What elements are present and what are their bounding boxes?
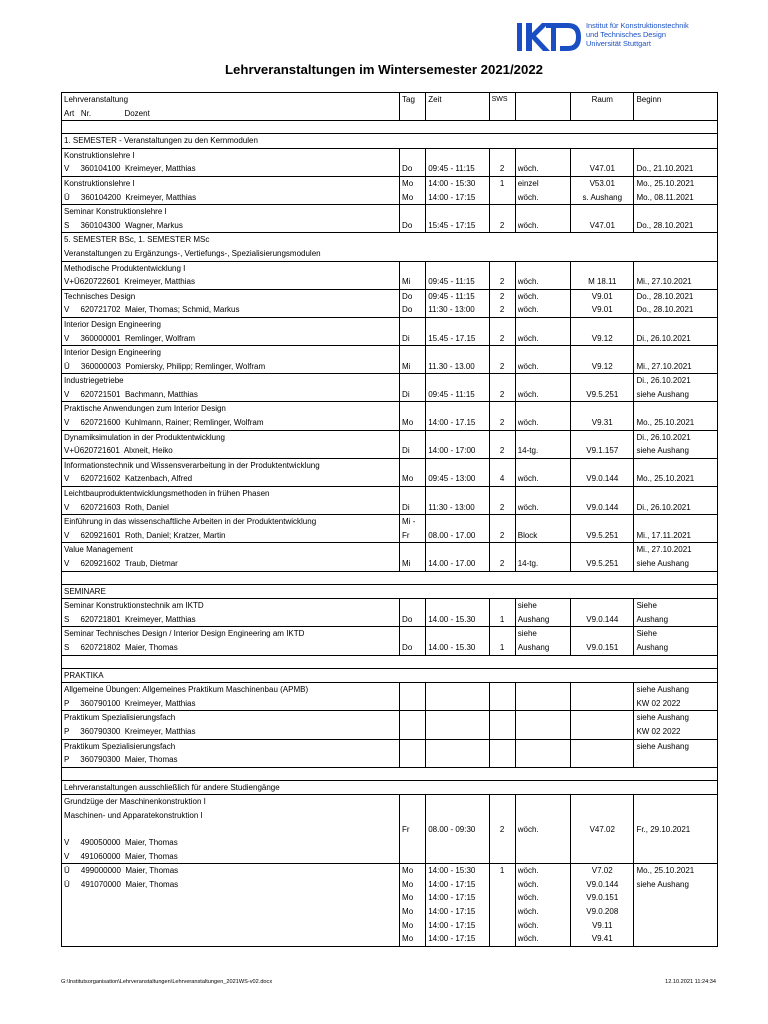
rhythm-cell: wöch.	[515, 346, 570, 374]
sws-cell: 2	[489, 487, 515, 515]
time-cell	[426, 683, 489, 711]
start-cell: Do., 28.10.2021	[634, 205, 718, 233]
time-cell: 08.00 - 17.00	[426, 515, 489, 543]
header-sws: SWS	[489, 93, 515, 121]
room-cell: V9.5.251	[571, 515, 634, 543]
sws-cell: 2 2	[489, 289, 515, 317]
start-cell: siehe Aushang	[634, 739, 718, 767]
room-cell	[571, 683, 634, 711]
start-cell: Do., 21.10.2021	[634, 148, 718, 176]
room-cell: V9.1.157	[571, 430, 634, 458]
sws-cell: 1	[489, 599, 515, 627]
course-cell: Leichtbauproduktentwicklungsmethoden in frühen Phasen V 620721603 Roth, Daniel	[62, 487, 400, 515]
rhythm-cell	[515, 711, 570, 739]
day-cell: Di	[400, 374, 426, 402]
table-row	[62, 864, 718, 947]
institute-logo	[516, 20, 721, 54]
course-cell: Seminar Technisches Design / Interior Design Engineering am IKTD S 620721802 Maier, Thomas	[62, 627, 400, 655]
table-row	[62, 289, 718, 317]
sws-cell: 2	[489, 515, 515, 543]
day-cell: Do	[400, 627, 426, 655]
room-cell: V9.5.251	[571, 543, 634, 571]
table-row	[62, 683, 718, 711]
spacer-row	[62, 655, 718, 668]
room-cell: V47.01	[571, 148, 634, 176]
time-cell: 11:30 - 13:00	[426, 487, 489, 515]
room-cell: V9.5.251	[571, 374, 634, 402]
header-time: Zeit	[426, 93, 489, 121]
time-cell	[426, 711, 489, 739]
room-cell: V53.01 s. Aushang	[571, 176, 634, 204]
start-cell: Mi., 27.10.2021	[634, 346, 718, 374]
sws-cell: 2	[489, 374, 515, 402]
section-row	[62, 233, 718, 261]
table-header-row	[62, 93, 718, 121]
course-cell: Seminar Konstruktionstechnik am IKTD S 620721801 Kreimeyer, Matthias	[62, 599, 400, 627]
footer-timestamp: 12.10.2021 11:24:34	[665, 979, 716, 985]
day-cell: Mi	[400, 543, 426, 571]
course-cell: Konstruktionslehre I V 360104100 Kreimeyer, Matthias	[62, 148, 400, 176]
course-cell: Praktikum Spezialisierungsfach P 360790300 Kreimeyer, Matthias	[62, 711, 400, 739]
rhythm-cell: wöch.	[515, 795, 570, 864]
course-cell: Praktikum Spezialisierungsfach P 360790300 Maier, Thomas	[62, 739, 400, 767]
table-row	[62, 205, 718, 233]
table-row	[62, 795, 718, 864]
sws-cell: 2	[489, 317, 515, 345]
sws-cell	[489, 711, 515, 739]
table-row	[62, 458, 718, 486]
sws-cell	[489, 683, 515, 711]
course-cell: Methodische Produktentwicklung I V+Ü620722601 Kreimeyer, Matthias	[62, 261, 400, 289]
room-cell: V9.12	[571, 317, 634, 345]
course-cell: Value Management V 620921602 Traub, Dietmar	[62, 543, 400, 571]
sws-cell: 2	[489, 346, 515, 374]
spacer-cell	[62, 655, 718, 668]
table-row	[62, 402, 718, 430]
table-row	[62, 148, 718, 176]
rhythm-cell: 14-tg.	[515, 430, 570, 458]
rhythm-cell: wöch.	[515, 317, 570, 345]
course-cell: Praktische Anwendungen zum Interior Design V 620721600 Kuhlmann, Rainer; Remlinger, Wolfram	[62, 402, 400, 430]
spacer-row	[62, 121, 718, 134]
time-cell: 14:00 - 17.15	[426, 402, 489, 430]
room-cell	[571, 739, 634, 767]
rhythm-cell: wöch.	[515, 148, 570, 176]
table-row	[62, 543, 718, 571]
sws-cell: 2	[489, 795, 515, 864]
room-cell: V47.01	[571, 205, 634, 233]
sws-cell: 4	[489, 458, 515, 486]
day-cell: Mo Mo	[400, 176, 426, 204]
page-title: Lehrveranstaltungen im Wintersemester 2021/2022	[225, 62, 543, 77]
table-row	[62, 374, 718, 402]
time-cell: 14.00 - 15.30	[426, 599, 489, 627]
day-cell: Do	[400, 599, 426, 627]
start-cell: Fr., 29.10.2021	[634, 795, 718, 864]
rhythm-cell: siehe Aushang	[515, 599, 570, 627]
start-cell: Siehe Aushang	[634, 599, 718, 627]
section-row	[62, 780, 718, 795]
sws-cell: 2	[489, 402, 515, 430]
rhythm-cell: wöch.	[515, 402, 570, 430]
room-cell: V9.0.144	[571, 487, 634, 515]
course-cell: Interior Design Engineering V 360000001 Remlinger, Wolfram	[62, 317, 400, 345]
start-cell: Mo., 25.10.2021 Mo., 08.11.2021	[634, 176, 718, 204]
room-cell: M 18.11	[571, 261, 634, 289]
course-cell: Interior Design Engineering Ü 360000003 Pomiersky, Philipp; Remlinger, Wolfram	[62, 346, 400, 374]
start-cell: Siehe Aushang	[634, 627, 718, 655]
day-cell: Do	[400, 205, 426, 233]
header-room: Raum	[571, 93, 634, 121]
day-cell: Di	[400, 317, 426, 345]
start-cell: Mi., 17.11.2021	[634, 515, 718, 543]
day-cell: Di	[400, 487, 426, 515]
spacer-row	[62, 571, 718, 584]
start-cell: Di., 26.10.2021	[634, 487, 718, 515]
spacer-row	[62, 767, 718, 780]
room-cell: V7.02 V9.0.144 V9.0.151 V9.0.208 V9.11 V9.41	[571, 864, 634, 947]
course-cell: Ü 499000000 Maier, Thomas Ü 491070000 Maier, Thomas	[62, 864, 400, 947]
section-title: 1. SEMESTER - Veranstaltungen zu den Kernmodulen	[62, 134, 718, 149]
rhythm-cell: wöch. wöch.	[515, 289, 570, 317]
section-title: 5. SEMESTER BSc, 1. SEMESTER MSc Veranstaltungen zu Ergänzungs-, Vertiefungs-, Spezialisierungsmodulen	[62, 233, 718, 261]
time-cell: 09:45 - 11:15	[426, 148, 489, 176]
room-cell: V9.01 V9.01	[571, 289, 634, 317]
sws-cell: 1	[489, 627, 515, 655]
rhythm-cell: wöch. wöch. wöch. wöch. wöch. wöch.	[515, 864, 570, 947]
rhythm-cell: 14-tg.	[515, 543, 570, 571]
start-cell: siehe Aushang KW 02 2022	[634, 711, 718, 739]
sws-cell: 2	[489, 148, 515, 176]
time-cell: 14.00 - 15.30	[426, 627, 489, 655]
start-cell: Do., 28.10.2021 Do., 28.10.2021	[634, 289, 718, 317]
room-cell: V9.31	[571, 402, 634, 430]
start-cell: Mo., 25.10.2021	[634, 458, 718, 486]
course-cell: Allgemeine Übungen: Allgemeines Praktikum Maschinenbau (APMB) P 360790100 Kreimeyer, Matthias	[62, 683, 400, 711]
table-row	[62, 430, 718, 458]
sws-cell: 2	[489, 261, 515, 289]
time-cell	[426, 739, 489, 767]
table-row	[62, 317, 718, 345]
section-row	[62, 134, 718, 149]
sws-cell: 1	[489, 176, 515, 204]
table-row	[62, 176, 718, 204]
time-cell: 14.00 - 17.00	[426, 543, 489, 571]
table-row	[62, 487, 718, 515]
room-cell: V9.0.144	[571, 458, 634, 486]
table-row	[62, 599, 718, 627]
start-cell: Mi., 27.10.2021	[634, 261, 718, 289]
footer-file-path: G:\Institutsorganisation\Lehrveranstaltungen\Lehrveranstaltungen_2021WS-v02.docx	[61, 979, 273, 985]
rhythm-cell: wöch.	[515, 261, 570, 289]
section-title: PRAKTIKA	[62, 668, 718, 683]
rhythm-cell: wöch.	[515, 205, 570, 233]
header-day: Tag	[400, 93, 426, 121]
day-cell	[400, 683, 426, 711]
day-cell: Mo	[400, 402, 426, 430]
rhythm-cell: Block	[515, 515, 570, 543]
section-title: SEMINARE	[62, 584, 718, 599]
course-cell: Informationstechnik und Wissensverarbeitung in der Produktentwicklung V 620721602 Katzenbach, Alfred	[62, 458, 400, 486]
time-cell: 09:45 - 11:15 11:30 - 13:00	[426, 289, 489, 317]
header-start: Beginn	[634, 93, 718, 121]
rhythm-cell: einzel wöch.	[515, 176, 570, 204]
time-cell: 14:00 - 17:00	[426, 430, 489, 458]
table-row	[62, 627, 718, 655]
sws-cell: 2	[489, 430, 515, 458]
day-cell: Mi	[400, 346, 426, 374]
table-row	[62, 261, 718, 289]
course-cell: Dynamiksimulation in der Produktentwicklung V+Ü620721601 Alxneit, Heiko	[62, 430, 400, 458]
course-cell: Konstruktionslehre I Ü 360104200 Kreimeyer, Matthias	[62, 176, 400, 204]
course-cell: Grundzüge der Maschinenkonstruktion I Maschinen- und Apparatekonstruktion I V 490050000 Maier, Thomas V 491060000 Maier, Thomas	[62, 795, 400, 864]
room-cell: V9.0.144	[571, 599, 634, 627]
time-cell: 14:00 - 15:30 14:00 - 17:15	[426, 176, 489, 204]
start-cell: Mo., 25.10.2021	[634, 402, 718, 430]
table-row	[62, 739, 718, 767]
start-cell: Mo., 25.10.2021 siehe Aushang	[634, 864, 718, 947]
day-cell: Do Do	[400, 289, 426, 317]
day-cell	[400, 711, 426, 739]
header-course: Lehrveranstaltung Art Nr. Dozent	[62, 93, 400, 121]
rhythm-cell	[515, 683, 570, 711]
room-cell: V47.02	[571, 795, 634, 864]
section-row	[62, 584, 718, 599]
day-cell: Fr	[400, 795, 426, 864]
room-cell: V9.12	[571, 346, 634, 374]
time-cell: 08.00 - 09:30	[426, 795, 489, 864]
time-cell: 15:45 - 17:15	[426, 205, 489, 233]
day-cell: Do	[400, 148, 426, 176]
sws-cell: 2	[489, 543, 515, 571]
time-cell: 09:45 - 11:15	[426, 374, 489, 402]
sws-cell: 2	[489, 205, 515, 233]
course-cell: Einführung in das wissenschaftliche Arbeiten in der Produktentwicklung V 620921601 Roth, Daniel; Kratzer, Martin	[62, 515, 400, 543]
header-rhythm	[515, 93, 570, 121]
course-cell: Seminar Konstruktionslehre I S 360104300 Wagner, Markus	[62, 205, 400, 233]
sws-cell: 1	[489, 864, 515, 947]
section-row	[62, 668, 718, 683]
rhythm-cell: siehe Aushang	[515, 627, 570, 655]
day-cell: Mo Mo Mo Mo Mo Mo	[400, 864, 426, 947]
day-cell	[400, 739, 426, 767]
day-cell: Mi - Fr	[400, 515, 426, 543]
rhythm-cell: wöch.	[515, 374, 570, 402]
table-row	[62, 346, 718, 374]
sws-cell	[489, 739, 515, 767]
institute-name: Institut für Konstruktionstechnik und Technisches Design Universität Stuttgart	[586, 21, 689, 48]
start-cell: Mi., 27.10.2021 siehe Aushang	[634, 543, 718, 571]
time-cell: 09:45 - 13:00	[426, 458, 489, 486]
rhythm-cell: wöch.	[515, 487, 570, 515]
spacer-cell	[62, 571, 718, 584]
table-row	[62, 711, 718, 739]
section-title: Lehrveranstaltungen ausschließlich für andere Studiengänge	[62, 780, 718, 795]
time-cell: 09:45 - 11:15	[426, 261, 489, 289]
rhythm-cell	[515, 739, 570, 767]
room-cell	[571, 711, 634, 739]
start-cell: Di., 26.10.2021 siehe Aushang	[634, 430, 718, 458]
table-row	[62, 515, 718, 543]
time-cell: 14:00 - 15:30 14:00 - 17:15 14:00 - 17:15 14:00 - 17:15 14:00 - 17:15 14:00 - 17:15	[426, 864, 489, 947]
time-cell: 15.45 - 17.15	[426, 317, 489, 345]
start-cell: Di., 26.10.2021 siehe Aushang	[634, 374, 718, 402]
day-cell: Mi	[400, 261, 426, 289]
course-schedule-table	[61, 92, 718, 947]
course-cell: Industriegetriebe V 620721501 Bachmann, Matthias	[62, 374, 400, 402]
iktd-logo-mark	[516, 22, 582, 52]
start-cell: Di., 26.10.2021	[634, 317, 718, 345]
time-cell: 11.30 - 13.00	[426, 346, 489, 374]
course-cell: Technisches Design V 620721702 Maier, Thomas; Schmid, Markus	[62, 289, 400, 317]
spacer-cell	[62, 121, 718, 134]
day-cell: Mo	[400, 458, 426, 486]
start-cell: siehe Aushang KW 02 2022	[634, 683, 718, 711]
rhythm-cell: wöch.	[515, 458, 570, 486]
spacer-cell	[62, 767, 718, 780]
day-cell: Di	[400, 430, 426, 458]
room-cell: V9.0.151	[571, 627, 634, 655]
